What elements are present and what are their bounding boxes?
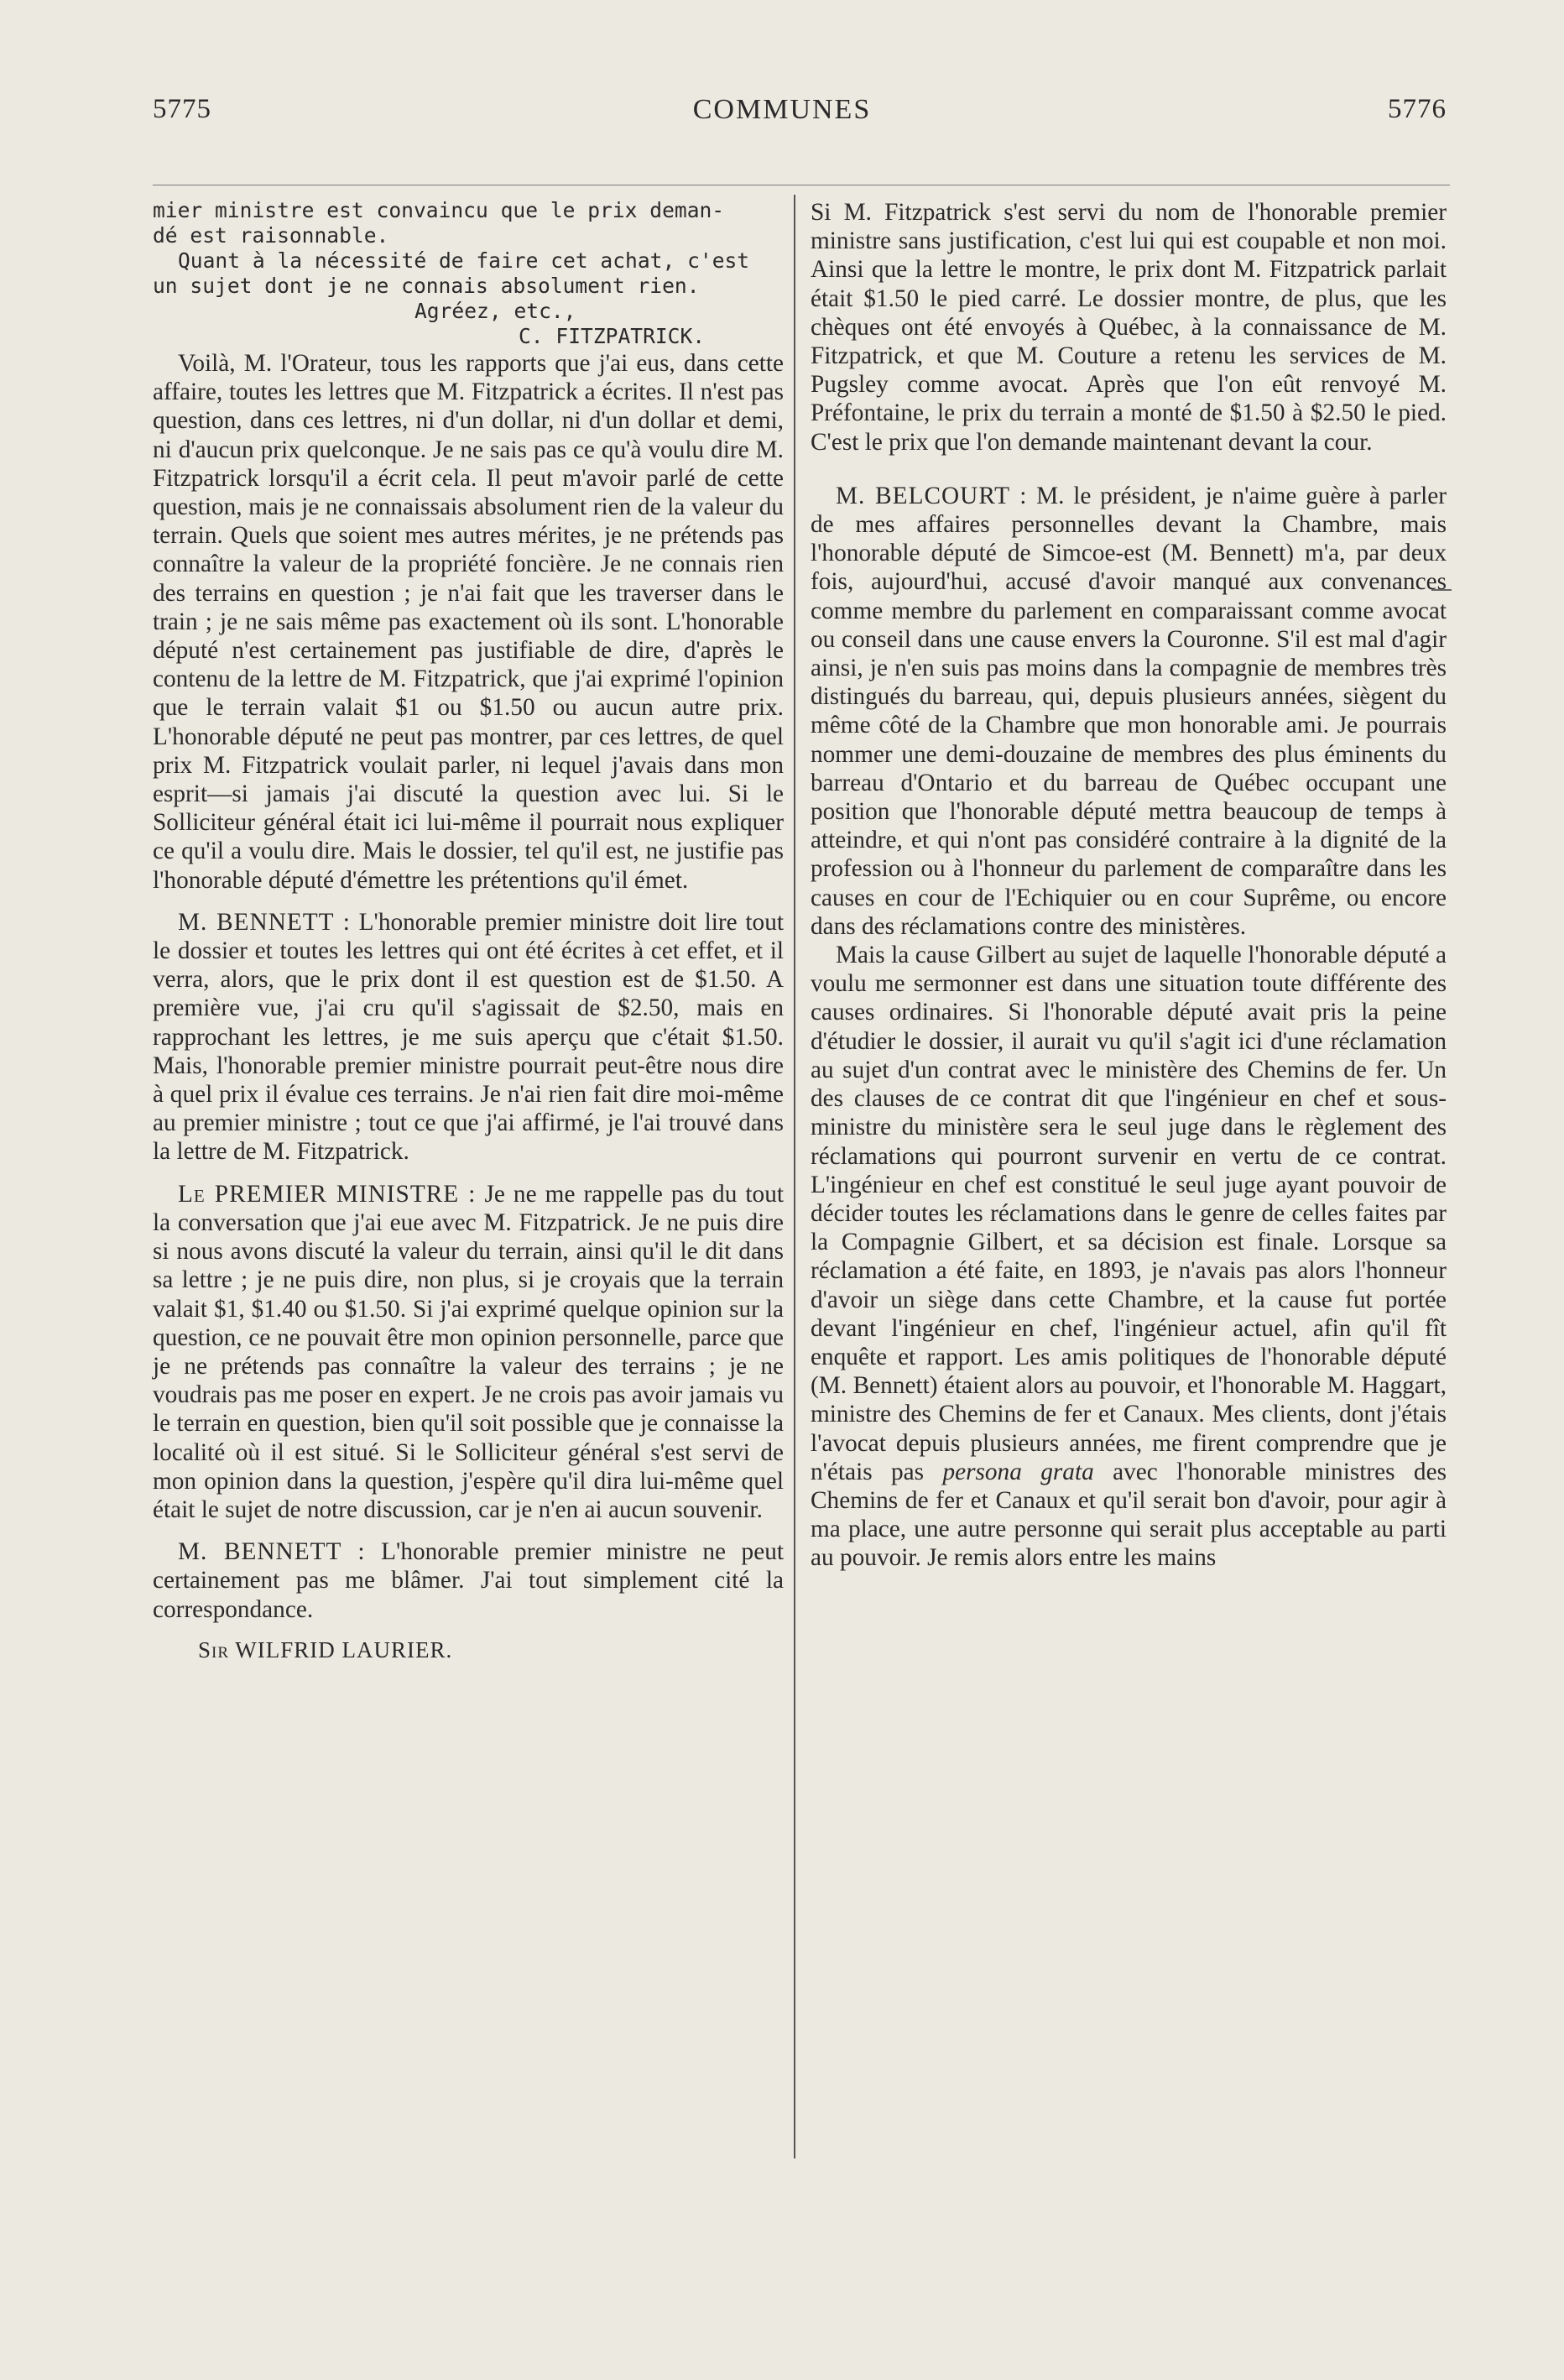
paragraph <box>811 941 1447 1572</box>
speech-paragraph <box>153 1537 784 1624</box>
paragraph: Si M. Fitzpatrick s'est servi du nom de l'honorable premier ministre sans justification, c'est lui qui est coupable et non moi. Ainsi que la lettre le montre, le prix dont M. Fitzpatrick parlait était $1.50 le pied carré. Le dossier montre, de plus, que les chèques ont été envoyés à Québec, à la connaissance de M. Fitzpatrick, et que M. Couture a retenu les services de M. Pugsley comme avocat. Après que l'on eût renvoyé M. Préfontaine, le prix du terrain a monté de $1.50 à $2.50 le pied. C'est le prix que l'on demande maintenant devant la cour. <box>811 199 1447 456</box>
column-divider <box>794 195 795 2158</box>
left-column <box>153 198 784 1664</box>
speaker-name: M. BENNETT : <box>178 908 351 936</box>
letter-line: un sujet dont je ne connais absolument rien. <box>153 274 700 298</box>
speech-text: Je ne me rappelle pas du tout la conversation que j'ai eue avec M. Fitzpatrick. Je ne puis dire si nous avons discuté la valeur du terrain, ainsi qu'il le dit dans sa lettre ; je ne puis dire, non plus, si je croyais que la terrain valait $1, $1.40 ou $1.50. Si j'ai exprimé quelque opinion sur la question, ce ne pouvait être mon opinion personnelle, parce que je ne prétends pas connaître la valeur des terrains ; je ne voudrais pas me poser en expert. Je ne crois pas avoir jamais vu le terrain en question, bien qu'il soit possible que je connaisse la localité où il est situé. Si le Solliciteur général s'est servi de mon opinion dans la question, j'espère qu'il dira lui-même quel était le sujet de notre discussion, car je n'en ai aucun souvenir. <box>153 1180 784 1523</box>
paragraph-text: avec l'honorable ministres des Chemins de fer et Canaux et qu'il serait bon d'avoir, pour agir à ma place, une autre personne qui serait plus acceptable au parti au pouvoir. Je remis alors entre les mains <box>811 1458 1447 1572</box>
letter-line: dé est raisonnable. <box>153 223 389 248</box>
letter-line: mier ministre est convaincu que le prix deman- <box>153 198 725 222</box>
right-column <box>811 198 1447 1573</box>
letter-closing: Agréez, etc., <box>414 299 576 323</box>
speaker-name: Sir WILFRID LAURIER. <box>198 1636 453 1662</box>
italic-phrase: persona grata <box>942 1458 1094 1485</box>
quoted-letter <box>153 198 784 349</box>
speaker-name: M. BENNETT : <box>178 1538 366 1566</box>
speech-text: M. le président, je n'aime guère à parler de mes affaires personnelles devant la Chambre, mais l'honorable député de Simcoe-est (M. Bennett) m'a, par deux fois, aujourd'hui, accusé d'avoir manqué aux convenances comme membre du parlement en comparaissant comme avocat ou conseil dans une cause envers la Couronne. S'il est mal d'agir ainsi, je n'en suis pas moins dans la compagnie de membres très distingués du barreau, qui, depuis plusieurs années, siègent du même côté de la Chambre que mon honorable ami. Je pourrais nommer une demi-douzaine de membres des plus éminents du barreau d'Ontario et du barreau de Québec occupant une position que l'honorable député mettra beaucoup de temps à atteindre, et qui n'ont pas considéré contraire à la dignité de la profession ou à l'honneur du parlement de comparaître dans les causes en cour de l'Echiquier ou en cour Suprême, ou encore dans des réclamations contre des ministères. <box>811 482 1447 940</box>
paragraph-text: Mais la cause Gilbert au sujet de laquelle l'honorable député a voulu me sermonner est dans une situation toute différente des causes ordinaires. Si l'honorable député avait pris la peine d'étudier le dossier, il aurait vu qu'il s'agit ici d'une réclamation au sujet d'un contrat avec le ministère des Chemins de fer. Un des clauses de ce contrat dit que l'ingénieur en chef et sous-ministre du ministère sera le seul juge dans le règlement des réclamations qui pourront survenir en vertu de ce contrat. L'ingénieur en chef est constitué le seul juge ayant pouvoir de décider toutes les réclamations dans le genre de celles faites par la Compagnie Gilbert, et sa décision est finale. Lorsque sa réclamation a été faite, en 1893, je n'avais pas alors l'honneur d'avoir un siège dans cette Chambre, et la cause fut portée devant l'ingénieur en chef, l'ingénieur actuel, afin qu'il fît enquête et rapport. Les amis politiques de l'honorable député (M. Bennett) étaient alors au pouvoir, et l'honorable M. Haggart, ministre des Chemins de fer et Canaux. Mes clients, dont j'étais l'avocat depuis plusieurs années, me firent comprendre que je n'étais pas <box>811 942 1447 1485</box>
speaker-name: M. BELCOURT : <box>836 482 1028 509</box>
paragraph: Voilà, M. l'Orateur, tous les rapports que j'ai eus, dans cette affaire, toutes les lettres que M. Fitzpatrick a écrites. Il n'est pas question, dans ces lettres, ni d'un dollar, ni d'un dollar et demi, ni d'aucun prix quelconque. Je ne sais pas ce qu'à voulu dire M. Fitzpatrick lorsqu'il a écrit cela. Il peut m'avoir parlé de cette question, mais je ne connaissais absolument rien de la valeur du terrain. Quels que soient mes autres mérites, je ne prétends pas connaître la valeur de la propriété foncière. Je ne connais rien des terrains en question ; je n'ai fait que les traverser dans le train ; je ne sais même pas exactement où ils sont. L'honorable député n'est certainement pas justifiable de dire, d'après le contenu de la lettre de M. Fitzpatrick, que j'ai exprimé l'opinion que le terrain valait $1 ou $1.50 ou aucun autre prix. L'honorable député ne peut pas montrer, par ces lettres, de quel prix M. Fitzpatrick voulait parler, ni lequel j'avais dans mon esprit—si jamais j'ai discuté la question avec lui. Si le Solliciteur général était ici lui-même il pourrait nous expliquer ce qu'il a voulu dire. Mais le dossier, tel qu'il est, ne justifie pas l'honorable député d'émettre les prétentions qu'il émet. <box>153 350 784 894</box>
page-number-left: 5775 <box>153 94 211 124</box>
speech-text: L'honorable premier ministre doit lire tout le dossier et toutes les lettres qui ont été écrites à cet effet, et il verra, alors, que le prix dont il est question est de $1.50. A première vue, j'ai cru qu'il s'agissait de $2.50, mais en rapprochant les lettres, je me suis aperçu que c'était $1.50. Mais, l'honorable premier ministre pourrait peut-être nous dire à quel prix il évalue ces terrains. Je n'ai rien fait dire moi-même au premier ministre ; tout ce que j'ai affirmé, je l'ai trouvé dans la lettre de M. Fitzpatrick. <box>153 908 784 1166</box>
speech-text: L'honorable premier ministre ne peut certainement pas me blâmer. J'ai tout simplement cité la correspondance. <box>153 1538 784 1623</box>
running-title: COMMUNES <box>692 94 872 125</box>
speech-paragraph <box>153 1180 784 1524</box>
letter-signature: C. FITZPATRICK. <box>519 324 706 348</box>
speaker-name: Le PREMIER MINISTRE : <box>178 1180 477 1208</box>
letter-line: Quant à la nécessité de faire cet achat, c'est <box>178 248 750 273</box>
next-speaker-line <box>153 1636 784 1664</box>
speech-paragraph <box>153 908 784 1167</box>
page-header <box>0 94 1564 136</box>
page-number-right: 5776 <box>1388 94 1447 124</box>
speech-paragraph <box>811 482 1447 941</box>
